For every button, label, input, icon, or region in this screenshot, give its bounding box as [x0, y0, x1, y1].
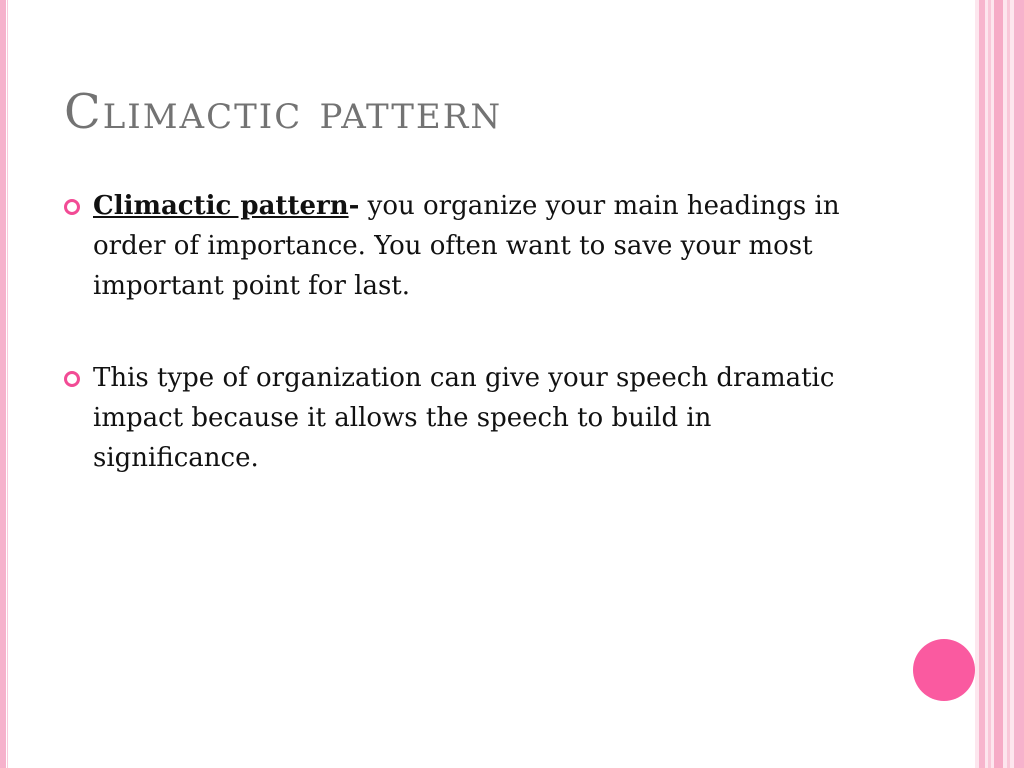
right-border-stripe [979, 0, 985, 768]
bullet-item [64, 186, 884, 306]
bullet-list [64, 186, 884, 530]
bullet-text: This type of organization can give your speech dramatic impact because it allows the speech to build in significance. [93, 363, 835, 473]
right-border-stripe [1014, 0, 1024, 768]
bullet-text: you organize your main headings in order of importance. You often want to save your most important point for last. [93, 191, 840, 301]
pink-circle-decoration [913, 639, 975, 701]
bullet-term-dash: - [348, 191, 360, 221]
bullet-item [64, 358, 884, 478]
left-border-bar [0, 0, 6, 768]
left-border-line [7, 0, 8, 768]
ring-bullet-icon [64, 371, 80, 387]
slide-title: Climactic pattern [64, 84, 503, 140]
right-border-stripe [1007, 0, 1010, 768]
right-border-stripe [988, 0, 991, 768]
bullet-term: Climactic pattern [93, 191, 349, 221]
ring-bullet-icon [64, 199, 80, 215]
right-border-stripe [994, 0, 1003, 768]
